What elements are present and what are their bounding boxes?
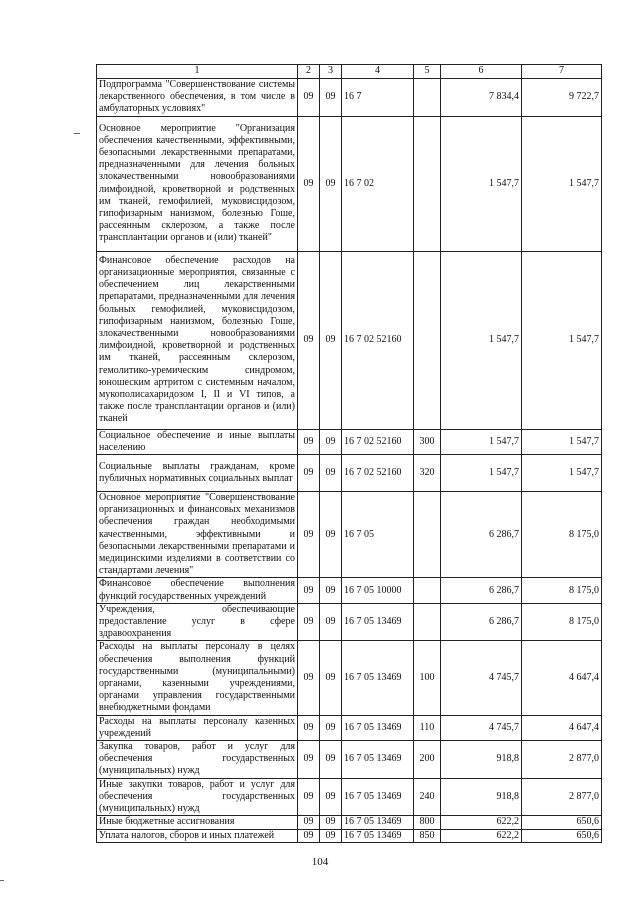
cell-expense-type [414,578,441,603]
budget-table [96,64,602,843]
table-row [97,79,602,117]
cell-name: Финансовое обеспечение расходов на организационные мероприятия, связанные с обеспечением лиц лекарственными препаратами, предназначенными для лечения больных гемофилией, муковисцидозом, гипофизарным нанизмом, болезнью Гоше, злокачественными новообразованиями лимфоидной, кроветворной и родственных им тканей, рассеянным склерозом, гемолитико-уремическим синдромом, юношеским артритом с системным началом, мукополисахаридозом I, II и VI типов, а также после трансплантации органов и (или) тканей [97,251,298,429]
table-row [97,778,602,816]
cell-name: Иные бюджетные ассигнования [97,816,298,829]
cell-target-code: 16 7 [342,79,414,117]
cell-target-code: 16 7 05 13469 [342,715,414,740]
cell-expense-type: 320 [414,455,441,492]
table-row [97,251,602,429]
page-number: 104 [311,856,329,868]
cell-subsection: 09 [320,641,342,715]
cell-amount-col7: 9 722,7 [522,79,602,117]
cell-section: 09 [298,455,320,492]
cell-amount-col7: 1 547,7 [522,429,602,454]
cell-amount-col7: 650,6 [522,816,602,829]
cell-expense-type: 200 [414,741,441,779]
table-row [97,429,602,454]
cell-amount-col6: 1 547,7 [441,251,522,429]
cell-name: Учреждения, обеспечивающие предоставление услуг в сфере здравоохранения [97,603,298,641]
cell-expense-type [414,79,441,117]
cell-subsection: 09 [320,578,342,603]
cell-target-code: 16 7 02 52160 [342,455,414,492]
cell-expense-type: 240 [414,778,441,816]
cell-section: 09 [298,829,320,842]
cell-name: Основное мероприятие "Совершенствование организационных и финансовых механизмов обеспечения граждан необходимыми качественными, эффективными и безопасными лекарственными препаратами и медицинскими изделиями в соответствии со стандартами лечения" [97,492,298,578]
cell-section: 09 [298,429,320,454]
cell-name: Финансовое обеспечение выполнения функций государственных учреждений [97,578,298,603]
cell-amount-col7: 8 175,0 [522,492,602,578]
cell-amount-col6: 1 547,7 [441,116,522,251]
table-row [97,829,602,842]
table-row [97,816,602,829]
cell-subsection: 09 [320,816,342,829]
cell-subsection: 09 [320,116,342,251]
column-number-2: 2 [298,65,320,79]
table-row [97,603,602,641]
cell-name: Закупка товаров, работ и услуг для обеспечения государственных (муниципальных) нужд [97,741,298,779]
cell-amount-col6: 1 547,7 [441,429,522,454]
cell-target-code: 16 7 05 13469 [342,603,414,641]
cell-subsection: 09 [320,79,342,117]
cell-target-code: 16 7 02 [342,116,414,251]
cell-amount-col7: 1 547,7 [522,455,602,492]
table-row [97,741,602,779]
cell-section: 09 [298,603,320,641]
cell-target-code: 16 7 05 10000 [342,578,414,603]
table-row [97,116,602,251]
cell-section: 09 [298,116,320,251]
table-row [97,492,602,578]
cell-name: Социальное обеспечение и иные выплаты населению [97,429,298,454]
cell-amount-col7: 8 175,0 [522,603,602,641]
cell-target-code: 16 7 05 [342,492,414,578]
cell-name: Социальные выплаты гражданам, кроме публичных нормативных социальных выплат [97,455,298,492]
cell-amount-col6: 4 745,7 [441,641,522,715]
cell-amount-col6: 918,8 [441,778,522,816]
column-number-6: 6 [441,65,522,79]
cell-amount-col7: 1 547,7 [522,251,602,429]
table-row [97,641,602,715]
table-row [97,455,602,492]
cell-amount-col7: 2 877,0 [522,741,602,779]
cell-amount-col6: 6 286,7 [441,578,522,603]
cell-name: Подпрограмма "Совершенствование системы лекарственного обеспечения, в том числе в амбулаторных условиях" [97,79,298,117]
cell-section: 09 [298,741,320,779]
cell-expense-type [414,251,441,429]
cell-subsection: 09 [320,829,342,842]
cell-subsection: 09 [320,455,342,492]
cell-amount-col7: 4 647,4 [522,715,602,740]
cell-expense-type: 800 [414,816,441,829]
cell-target-code: 16 7 02 52160 [342,429,414,454]
column-number-5: 5 [414,65,441,79]
scan-margin-mark [74,133,80,134]
cell-section: 09 [298,778,320,816]
cell-amount-col7: 1 547,7 [522,116,602,251]
cell-amount-col6: 4 745,7 [441,715,522,740]
cell-amount-col6: 6 286,7 [441,603,522,641]
cell-amount-col6: 622,2 [441,829,522,842]
cell-subsection: 09 [320,715,342,740]
column-number-3: 3 [320,65,342,79]
scan-margin-mark [0,880,4,881]
cell-expense-type [414,603,441,641]
cell-name: Расходы на выплаты персоналу казенных учреждений [97,715,298,740]
cell-expense-type: 110 [414,715,441,740]
cell-amount-col7: 4 647,4 [522,641,602,715]
cell-section: 09 [298,251,320,429]
cell-subsection: 09 [320,603,342,641]
cell-amount-col6: 1 547,7 [441,455,522,492]
cell-amount-col7: 2 877,0 [522,778,602,816]
table-header-row [97,65,602,79]
cell-target-code: 16 7 05 13469 [342,816,414,829]
column-number-7: 7 [522,65,602,79]
table-row [97,578,602,603]
cell-subsection: 09 [320,778,342,816]
cell-target-code: 16 7 05 13469 [342,778,414,816]
cell-expense-type [414,492,441,578]
cell-section: 09 [298,492,320,578]
cell-subsection: 09 [320,251,342,429]
cell-expense-type [414,116,441,251]
cell-section: 09 [298,715,320,740]
cell-section: 09 [298,641,320,715]
cell-subsection: 09 [320,429,342,454]
column-number-4: 4 [342,65,414,79]
cell-amount-col7: 650,6 [522,829,602,842]
cell-name: Расходы на выплаты персоналу в целях обеспечения выполнения функций государственными (муниципальными) органами, казенными учреждениями, органами управления государственными внебюджетными фондами [97,641,298,715]
cell-amount-col6: 918,8 [441,741,522,779]
cell-amount-col7: 8 175,0 [522,578,602,603]
cell-expense-type: 850 [414,829,441,842]
cell-section: 09 [298,816,320,829]
cell-amount-col6: 7 834,4 [441,79,522,117]
cell-target-code: 16 7 02 52160 [342,251,414,429]
cell-subsection: 09 [320,741,342,779]
cell-amount-col6: 622,2 [441,816,522,829]
cell-name: Основное мероприятие "Организация обеспечения качественными, эффективными, безопасными лекарственными препаратами, предназначенными для лечения больных злокачественными новообразованиями лимфоидной, кроветворной и родственных им тканей, гемофилией, муковисцидозом, гипофизарным нанизмом, болезнью Гоше, рассеянным склерозом, а также после трансплантации органов и (или) тканей" [97,116,298,251]
cell-amount-col6: 6 286,7 [441,492,522,578]
cell-subsection: 09 [320,492,342,578]
cell-name: Уплата налогов, сборов и иных платежей [97,829,298,842]
table-row [97,715,602,740]
cell-expense-type: 100 [414,641,441,715]
cell-section: 09 [298,79,320,117]
cell-expense-type: 300 [414,429,441,454]
cell-name: Иные закупки товаров, работ и услуг для обеспечения государственных (муниципальных) нужд [97,778,298,816]
cell-target-code: 16 7 05 13469 [342,829,414,842]
column-number-1: 1 [97,65,298,79]
cell-target-code: 16 7 05 13469 [342,741,414,779]
cell-section: 09 [298,578,320,603]
cell-target-code: 16 7 05 13469 [342,641,414,715]
